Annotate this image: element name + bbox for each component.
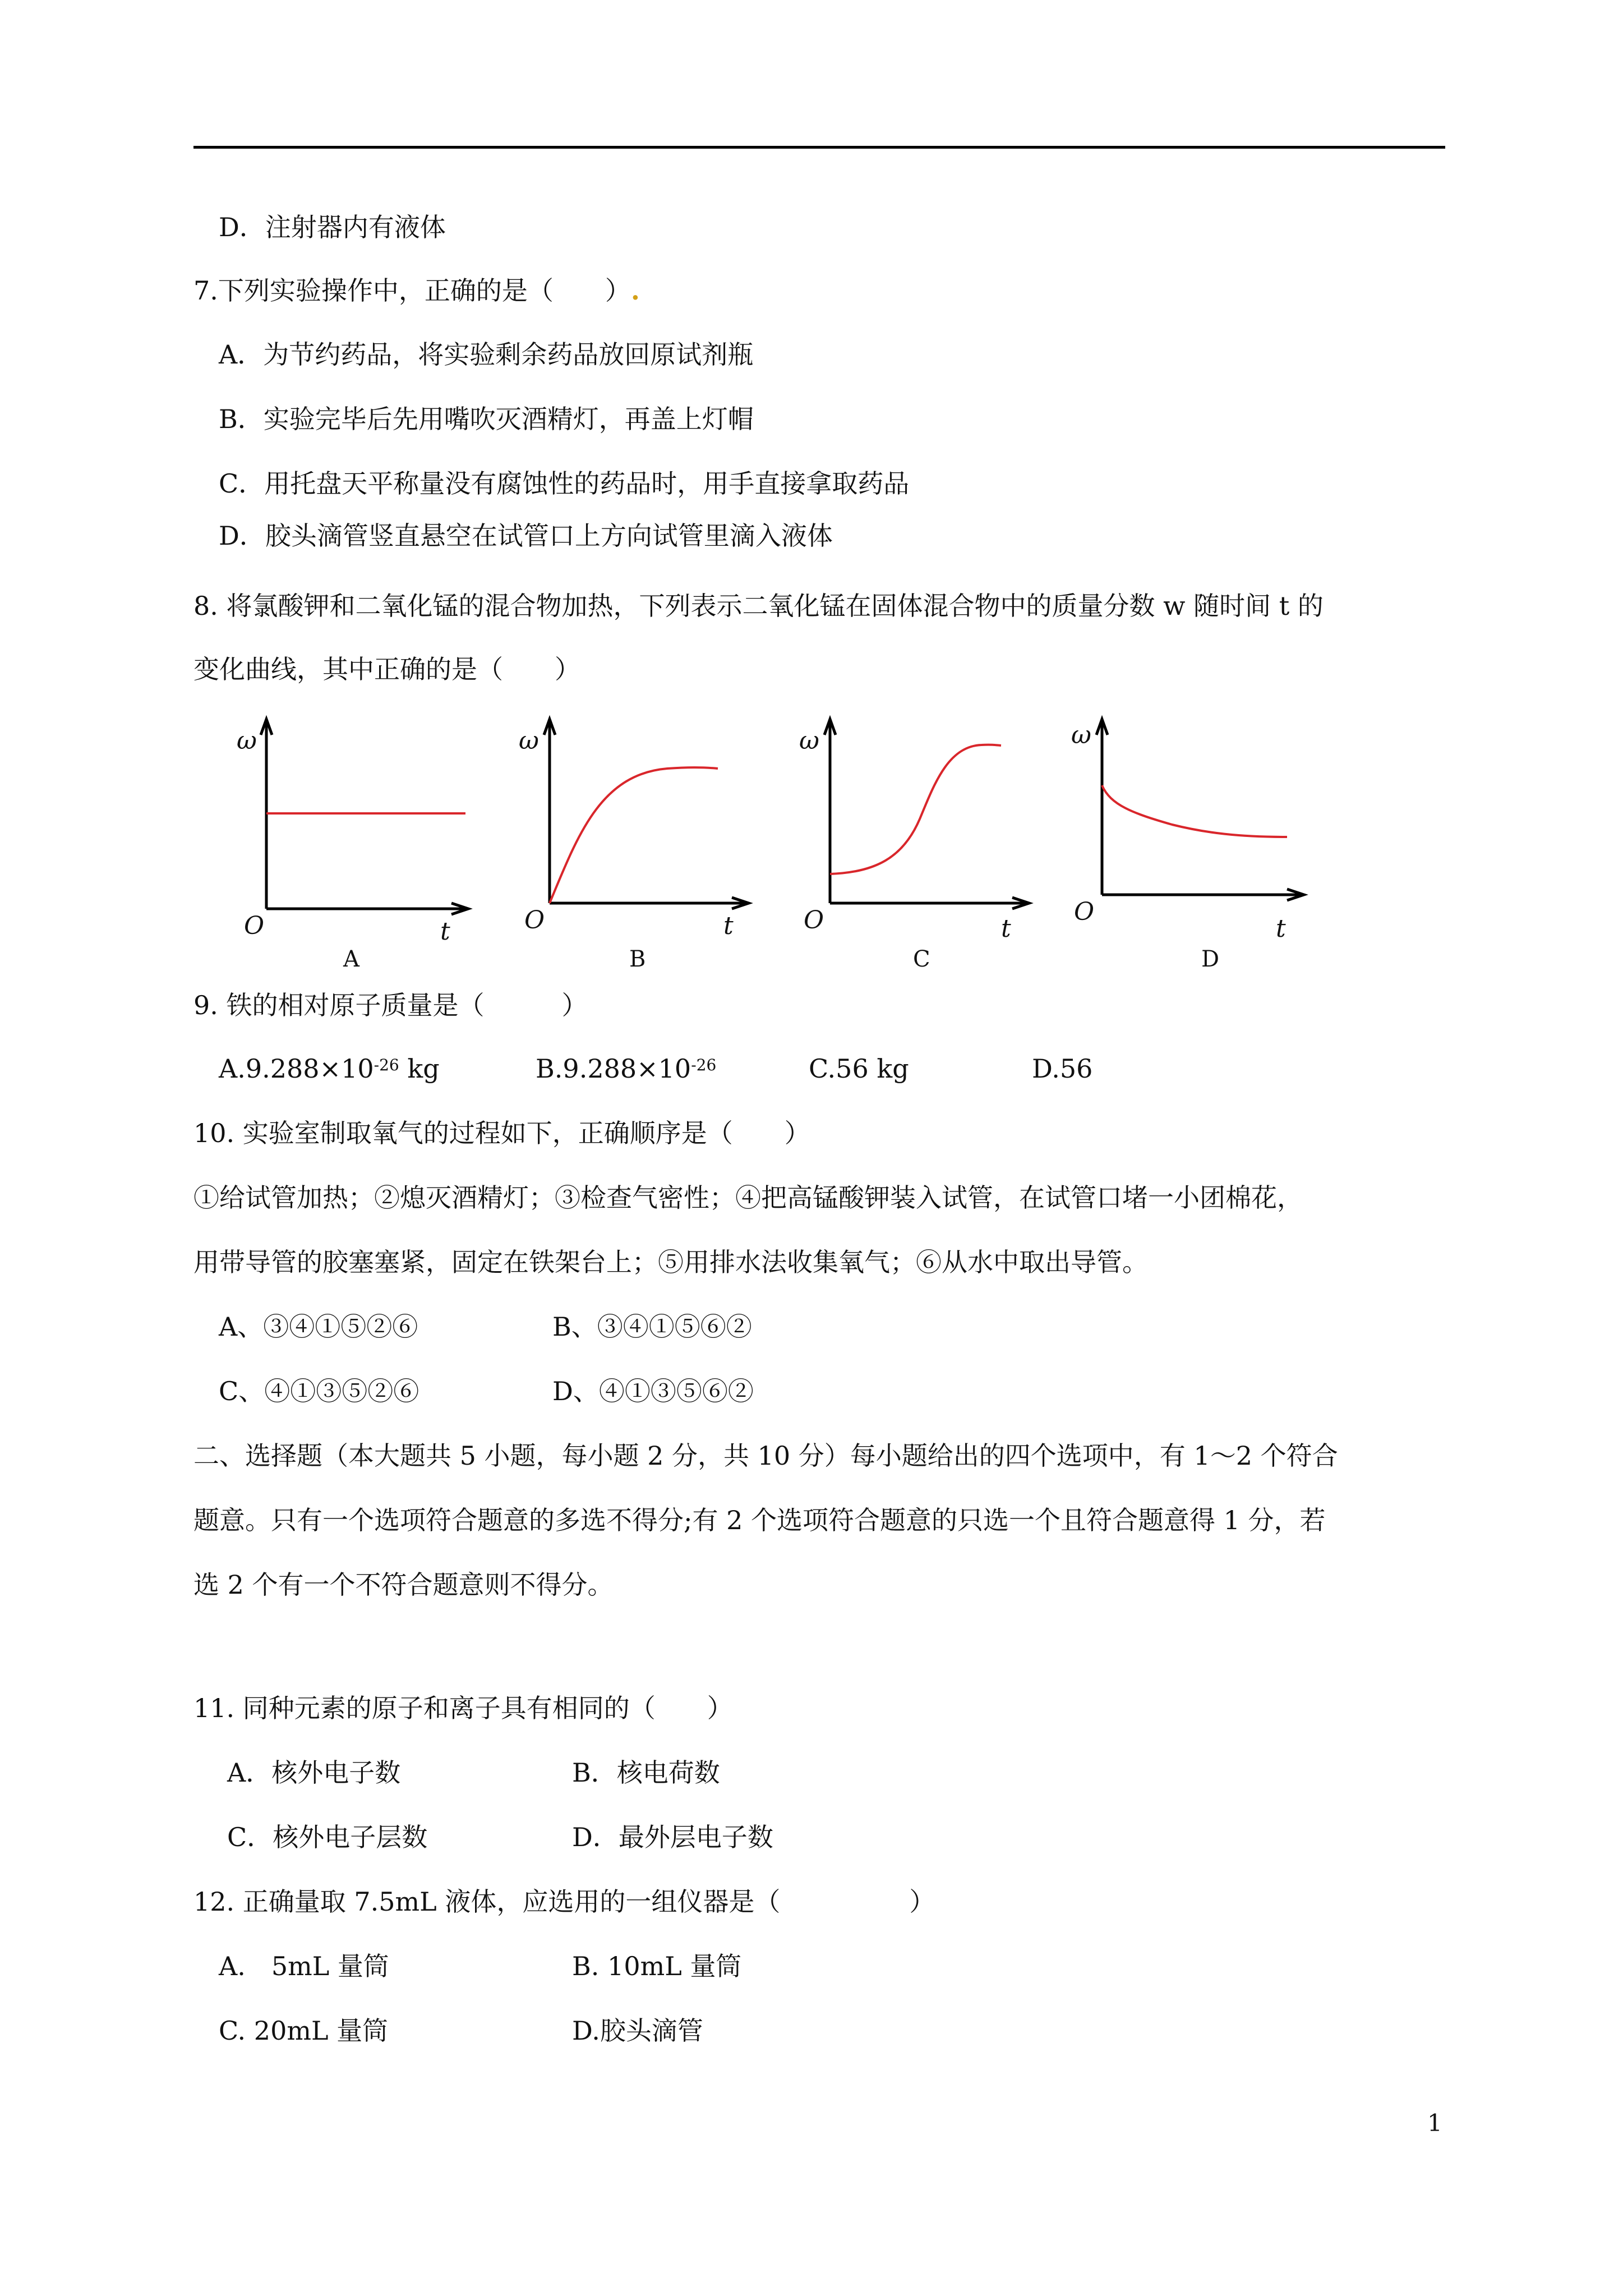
graph-a-y-label: ω bbox=[237, 726, 257, 755]
q12-option-a: A. 5mL 量筒 bbox=[219, 1951, 389, 1981]
graph-a-origin: O bbox=[244, 912, 265, 940]
q12-stem: 12. 正确量取 7.5mL 液体，应选用的一组仪器是（ ） bbox=[193, 1887, 935, 1917]
graph-d-caption: D bbox=[1201, 946, 1220, 972]
graph-a bbox=[237, 712, 477, 948]
graph-b-y-label: ω bbox=[519, 726, 539, 755]
q7-dot: . bbox=[630, 275, 640, 306]
graph-c-x-label: t bbox=[1001, 914, 1011, 943]
q9-option-a-unit: kg bbox=[399, 1053, 440, 1084]
q9-option-b-base: B.9.288×10 bbox=[536, 1053, 691, 1084]
q10-option-b: B、③④①⑤⑥② bbox=[552, 1312, 752, 1342]
section2-line1: 二、选择题（本大题共 5 小题，每小题 2 分，共 10 分）每小题给出的四个选项中，有 1～2 个符合 bbox=[193, 1441, 1338, 1471]
page-number: 1 bbox=[1427, 2109, 1442, 2137]
q7-option-c: C．用托盘天平称量没有腐蚀性的药品时，用手直接拿取药品 bbox=[219, 468, 910, 499]
graph-d-curve bbox=[1102, 785, 1287, 837]
graph-d-origin: O bbox=[1074, 898, 1095, 926]
graph-d-x-label: t bbox=[1276, 914, 1286, 943]
q7-stem-text: 7.下列实验操作中，正确的是（ ） bbox=[193, 275, 631, 306]
graph-b-curve bbox=[550, 767, 718, 903]
q12-option-d: D.胶头滴管 bbox=[572, 2016, 703, 2046]
q11-option-c: C．核外电子层数 bbox=[227, 1822, 428, 1852]
q10-option-d: D、④①③⑤⑥② bbox=[552, 1376, 754, 1406]
graph-a-x-label: t bbox=[440, 917, 450, 946]
q12-option-b: B. 10mL 量筒 bbox=[572, 1951, 742, 1981]
graph-c-curve bbox=[830, 745, 1001, 874]
q9-option-c: C.56 kg bbox=[809, 1053, 909, 1084]
q9-option-b bbox=[536, 1052, 716, 1085]
q10-stem: 10. 实验室制取氧气的过程如下，正确顺序是（ ） bbox=[193, 1118, 810, 1148]
q11-option-a: A．核外电子数 bbox=[227, 1757, 401, 1788]
q9-option-a-exponent: -26 bbox=[374, 1056, 399, 1074]
graph-b bbox=[519, 712, 757, 948]
graph-b-caption: B bbox=[629, 946, 646, 972]
q10-option-c: C、④①③⑤②⑥ bbox=[219, 1376, 419, 1406]
graph-d-y-label: ω bbox=[1071, 721, 1091, 749]
q10-steps-line1: ①给试管加热；②熄灭酒精灯；③检查气密性；④把高锰酸钾装入试管，在试管口堵一小团棉花， bbox=[193, 1182, 1303, 1213]
graph-c-y-label: ω bbox=[799, 726, 819, 755]
graph-c-caption: C bbox=[913, 946, 930, 972]
header-rule bbox=[193, 146, 1445, 149]
q11-stem: 11. 同种元素的原子和离子具有相同的（ ） bbox=[193, 1693, 733, 1723]
q11-option-d: D．最外层电子数 bbox=[572, 1822, 773, 1852]
q9-option-d: D.56 bbox=[1032, 1053, 1093, 1084]
q8-stem-line2: 变化曲线，其中正确的是（ ） bbox=[193, 654, 580, 684]
q9-option-b-exponent: -26 bbox=[691, 1056, 717, 1074]
q9-stem: 9. 铁的相对原子质量是（ ） bbox=[193, 990, 588, 1020]
q6-option-d: D．注射器内有液体 bbox=[219, 212, 446, 242]
graph-c-origin: O bbox=[804, 906, 824, 935]
graph-c bbox=[799, 712, 1038, 948]
q12-option-c: C. 20mL 量筒 bbox=[219, 2016, 389, 2046]
section2-line3: 选 2 个有一个不符合题意则不得分。 bbox=[193, 1570, 614, 1600]
q7-option-d: D．胶头滴管竖直悬空在试管口上方向试管里滴入液体 bbox=[219, 521, 833, 551]
q7-stem bbox=[193, 274, 640, 307]
q10-option-a: A、③④①⑤②⑥ bbox=[219, 1312, 418, 1342]
graph-a-caption: A bbox=[343, 946, 359, 972]
q11-option-b: B．核电荷数 bbox=[572, 1757, 720, 1788]
q9-option-a bbox=[219, 1052, 440, 1085]
q10-steps-line2: 用带导管的胶塞塞紧，固定在铁架台上；⑤用排水法收集氧气；⑥从水中取出导管。 bbox=[193, 1247, 1148, 1277]
q9-option-a-base: A.9.288×10 bbox=[219, 1053, 374, 1084]
graph-b-origin: O bbox=[524, 906, 545, 935]
graph-d bbox=[1071, 712, 1312, 948]
q8-stem-line1: 8. 将氯酸钾和二氧化锰的混合物加热，下列表示二氧化锰在固体混合物中的质量分数 w 随时间 t 的 bbox=[193, 591, 1324, 621]
q7-option-a: A．为节约药品，将实验剩余药品放回原试剂瓶 bbox=[219, 339, 754, 370]
q7-option-b: B．实验完毕后先用嘴吹灭酒精灯，再盖上灯帽 bbox=[219, 404, 754, 434]
graph-b-x-label: t bbox=[723, 912, 734, 940]
section2-line2: 题意。只有一个选项符合题意的多选不得分;有 2 个选项符合题意的只选一个且符合题意得 1 分，若 bbox=[193, 1505, 1326, 1535]
